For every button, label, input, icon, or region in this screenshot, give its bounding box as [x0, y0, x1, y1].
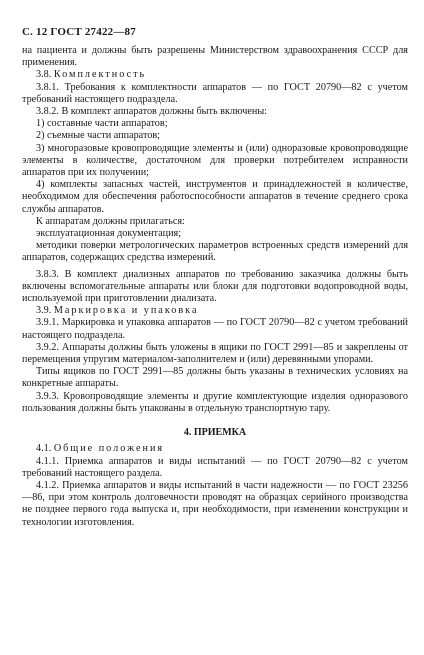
subsection-number: 4.1.: [36, 443, 52, 455]
list-item-2: 2) съемные части аппаратов;: [36, 130, 160, 142]
list-item-3: 3) многоразовые кровопроводящие элементы и (или) одноразовые кровопроводящие элементы в количестве, достаточном для проверки потребителем исправности аппаратов при их получении;: [22, 142, 408, 179]
paragraph-continuation: на пациента и должны быть разрешены Министерством здравоохранения СССР для применения.: [22, 45, 408, 69]
subsection-title: Комплектность: [53, 69, 147, 81]
attachment-doc-1: эксплуатационная документация;: [36, 228, 182, 240]
box-types: Типы ящиков по ГОСТ 2991—85 должны быть указаны в технических условиях на конкретные аппараты.: [22, 366, 408, 390]
subsection-title: Общие положения: [53, 443, 165, 455]
subsection-3-9-heading: [22, 305, 408, 317]
subsection-4-1-heading: [22, 443, 408, 455]
clause-3-9-2: 3.9.2. Аппараты должны быть уложены в ящики по ГОСТ 2991—85 и закреплены от перемещения упругим материалом-заполнителем и (или) деревянными упорами.: [22, 341, 408, 366]
attachments-intro: К аппаратам должны прилагаться:: [36, 215, 185, 227]
subsection-number: 3.8.: [36, 69, 52, 81]
list-item-1: 1) составные части аппаратов;: [36, 118, 168, 130]
document-body: [22, 45, 408, 529]
clause-4-1-1: 4.1.1. Приемка аппаратов и виды испытаний — по ГОСТ 20790—82 с учетом требований настоящего раздела.: [22, 455, 408, 479]
clause-4-1-2: 4.1.2. Приемка аппаратов и виды испытаний в части надежности — по ГОСТ 23256—86, при этом контроль долговечности проводят на образцах серийного производства не позднее первого года выпуска и, при необходимости, при изменении конструкции и технологии изготовления.: [22, 479, 408, 528]
clause-3-8-1: 3.8.1. Требования к комплектности аппаратов — по ГОСТ 20790—82 с учетом требований настоящего подраздела.: [22, 81, 408, 105]
clause-3-9-3: 3.9.3. Кровопроводящие элементы и другие комплектующие изделия одноразового пользования должны быть упакованы в отдельную транспортную тару.: [22, 390, 408, 414]
subsection-title: Маркировка и упаковка: [53, 305, 199, 317]
page-header: С. 12 ГОСТ 27422—87: [22, 26, 136, 38]
clause-3-8-3: 3.8.3. В комплект диализных аппаратов по требованию заказчика должны быть включены вспомогательные аппараты или блоки для подготовки водопроводной воды, используемой при приготовлении диализата.: [22, 268, 408, 305]
section-4-heading: 4. ПРИЕМКА: [183, 427, 247, 439]
list-item-4: 4) комплекты запасных частей, инструментов и принадлежностей в количестве, необходимом для обеспечения работоспособности аппаратов в течение среднего срока службы аппаратов.: [22, 179, 408, 215]
clause-3-8-2: 3.8.2. В комплект аппаратов должны быть включены:: [36, 106, 268, 118]
subsection-number: 3.9.: [36, 305, 52, 317]
attachment-doc-2: методики поверки метрологических параметров встроенных средств измерений для аппаратов, содержащих средства измерений.: [22, 240, 408, 264]
clause-3-9-1: 3.9.1. Маркировка и упаковка аппаратов — по ГОСТ 20790—82 с учетом требований настоящего подраздела.: [22, 317, 408, 341]
subsection-3-8-heading: [22, 69, 408, 81]
